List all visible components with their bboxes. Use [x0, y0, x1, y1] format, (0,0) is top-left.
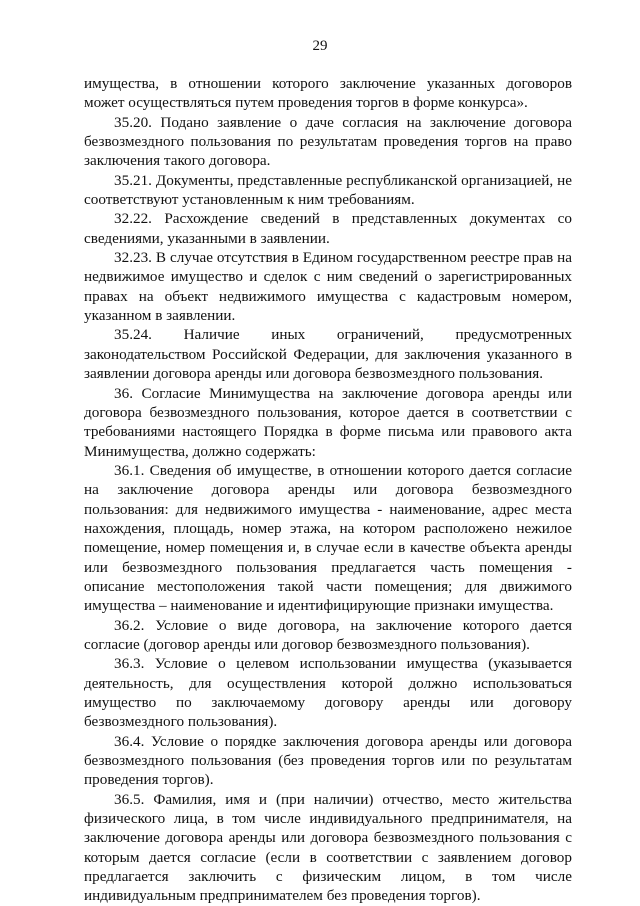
document-body: [84, 74, 572, 906]
paragraph-35-24: 35.24. Наличие иных ограничений, предусмотренных законодательством Российской Федерации, для заключения указанного в заявлении договора аренды или договора безвозмездного пользования.: [84, 326, 572, 383]
paragraph-36-1: 36.1. Сведения об имуществе, в отношении которого дается согласие на заключение договора аренды или договора безвозмездного пользования: для недвижимого имущества - наименование, адрес места нахождения, площадь, номер этажа, на котором расположено нежилое помещение, номер помещения и, в случае если в качестве объекта аренды или безвозмездного пользования предлагается часть помещения - описание местоположения такой части помещения; для движимого имущества – наименование и идентифицирующие признаки имущества.: [84, 461, 572, 615]
paragraph-35-20: 35.20. Подано заявление о даче согласия на заключение договора безвозмездного пользования по результатам проведения торгов на право заключения такого договора.: [84, 113, 572, 170]
paragraph-36-3: 36.3. Условие о целевом использовании имущества (указывается деятельность, для осуществления которой должно использоваться имущество по заключаемому договору аренды или договору безвозмездного пользования).: [84, 655, 572, 731]
page-number: 29: [312, 38, 328, 54]
paragraph-continuation: имущества, в отношении которого заключение указанных договоров может осуществляться путем проведения торгов в форме конкурса».: [84, 75, 572, 112]
paragraph-36-5: 36.5. Фамилия, имя и (при наличии) отчество, место жительства физического лица, в том числе индивидуального предпринимателя, на заключение договора аренды или договора безвозмездного пользования с которым дается согласие (если в соответствии с заявлением договор предлагается заключить с физическим лицом, в том числе индивидуальным предпринимателем без проведения торгов).: [84, 790, 572, 905]
paragraph-35-21: 35.21. Документы, представленные республиканской организацией, не соответствуют установленным к ним требованиям.: [84, 171, 572, 209]
paragraph-36: 36. Согласие Минимущества на заключение договора аренды или договора безвозмездного пользования, которое дается в соответствии с требованиями настоящего Порядка в форме письма или правового акта Минимущества, должно содержать:: [84, 384, 572, 460]
paragraph-36-2: 36.2. Условие о виде договора, на заключение которого дается согласие (договор аренды или договор безвозмездного пользования).: [84, 616, 572, 653]
paragraph-32-22: 32.22. Расхождение сведений в представленных документах со сведениями, указанными в заявлении.: [84, 210, 572, 247]
paragraph-32-23: 32.23. В случае отсутствия в Едином государственном реестре прав на недвижимое имущество и сделок с ним сведений о зарегистрированных правах на объект недвижимого имущества с кадастровым номером, указанном в заявлении.: [84, 249, 572, 325]
paragraph-36-4: 36.4. Условие о порядке заключения договора аренды или договора безвозмездного пользования (без проведения торгов или по результатам проведения торгов).: [84, 732, 572, 789]
